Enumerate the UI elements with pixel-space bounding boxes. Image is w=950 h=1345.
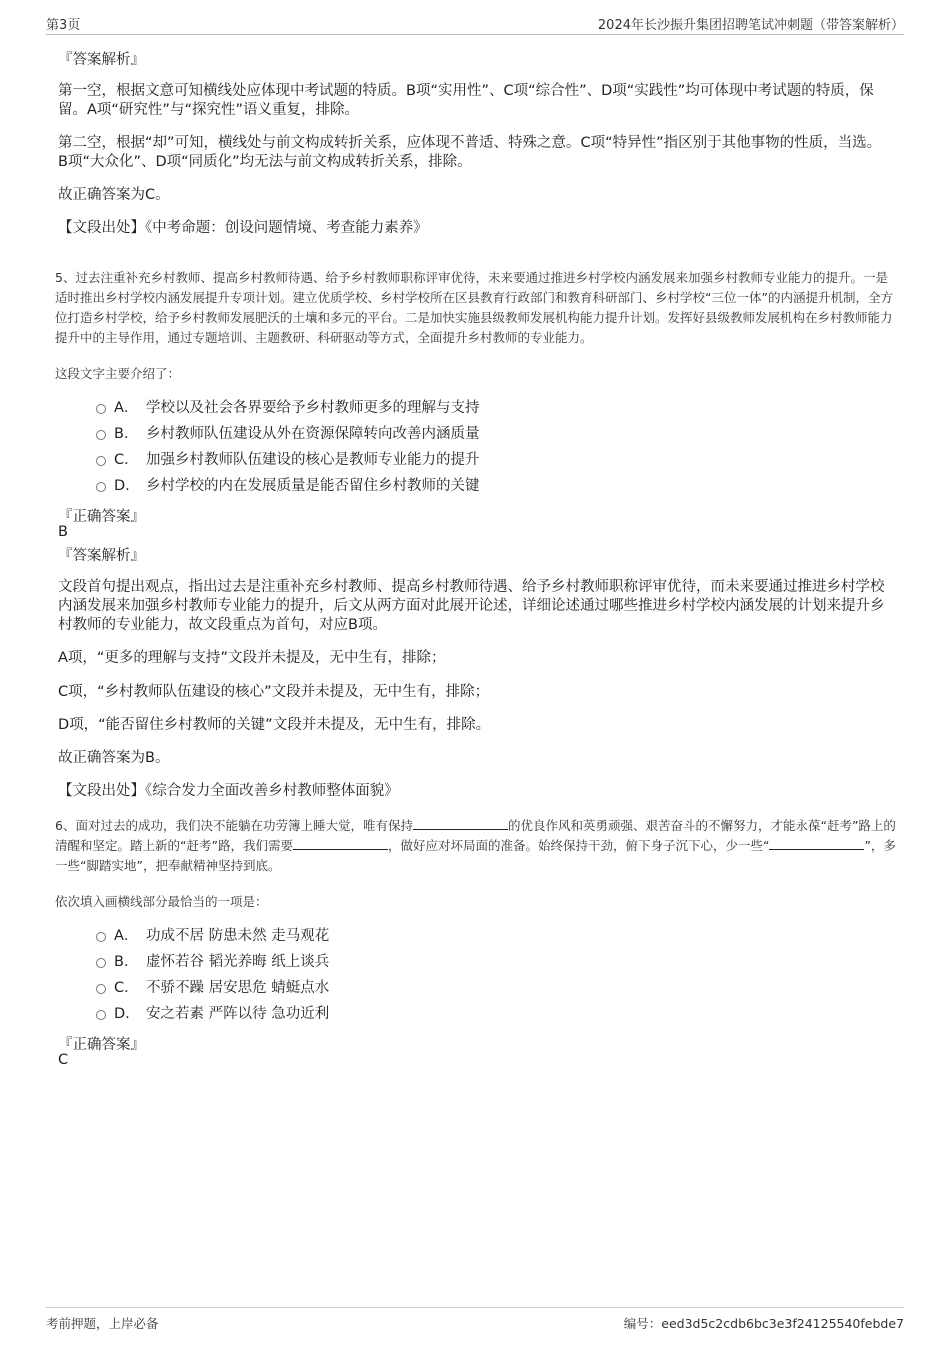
fill-blank[interactable] [293, 837, 388, 850]
radio-icon[interactable] [96, 430, 106, 440]
question-5-prompt: 这段文字主要介绍了： [55, 366, 181, 381]
q5-option-d[interactable]: D． 乡村学校的内在发展质量是能否留住乡村教师的关键 [96, 475, 480, 497]
radio-icon[interactable] [96, 932, 106, 942]
source-citation: 【文段出处】《中考命题：创设问题情境、考查能力素养》 [58, 220, 428, 236]
elimination-c: C项，“乡村教师队伍建设的核心”文段并未提及，无中生有，排除； [58, 684, 490, 700]
answer-label: 『正确答案』 [58, 509, 145, 525]
correct-answer: C [58, 1052, 69, 1068]
correct-answer: B [58, 524, 68, 540]
q6-option-c[interactable]: C． 不骄不躁 居安思危 蜻蜓点水 [96, 977, 329, 999]
conclusion: 故正确答案为B。 [58, 750, 170, 766]
question-6-prompt: 依次填入画横线部分最恰当的一项是： [55, 894, 268, 909]
document-title: 2024年长沙振升集团招聘笔试冲刺题（带答案解析） [597, 18, 904, 33]
page-footer [46, 1307, 904, 1331]
q5-option-a[interactable]: A． 学校以及社会各界要给予乡村教师更多的理解与支持 [96, 397, 480, 419]
fill-blank[interactable] [769, 837, 864, 850]
page-number: 第3页 [46, 18, 81, 33]
question-6-text: 6、面对过去的成功，我们决不能躺在功劳簿上睡大觉，唯有保持 的优良作风和英勇顽强、艰苦奋斗的不懈努力，才能永葆“赶考”路上的清醒和坚定。踏上新的“赶考”路，我们需要 ，做好应对坏局面的准备。始终保持干劲，俯下身子沉下心，少一些“ ”，多一些“脚踏实地”，把奉献精神坚持到底。 [55, 818, 896, 873]
analysis-paragraph: 第一空，根据文意可知横线处应体现中考试题的特质。B项“实用性”、C项“综合性”、D项“实践性”均可体现中考试题的特质，保留。A项“研究性”与“探究性”语义重复，排除。 [58, 83, 874, 118]
radio-icon[interactable] [96, 958, 106, 968]
source-citation: 【文段出处】《综合发力全面改善乡村教师整体面貌》 [58, 783, 399, 799]
elimination-a: A项，“更多的理解与支持”文段并未提及，无中生有，排除； [58, 650, 446, 666]
elimination-d: D项，“能否留住乡村教师的关键”文段并未提及，无中生有，排除。 [58, 717, 491, 733]
radio-icon[interactable] [96, 404, 106, 414]
analysis-label: 『答案解析』 [58, 52, 145, 68]
radio-icon[interactable] [96, 482, 106, 492]
analysis-paragraph: 第二空，根据“却”可知，横线处与前文构成转折关系，应体现不普适、特殊之意。C项“特异性”指区别于其他事物的性质，当选。B项“大众化”、D项“同质化”均无法与前文构成转折关系，排除。 [58, 135, 882, 170]
fill-blank[interactable] [413, 817, 508, 830]
footer-slogan: 考前押题，上岸必备 [46, 1316, 159, 1331]
document-id: 编号：eed3d5c2cdb6bc3e3f24125540febde7 [623, 1316, 904, 1331]
q5-option-c[interactable]: C． 加强乡村教师队伍建设的核心是教师专业能力的提升 [96, 449, 480, 471]
page-header [46, 14, 904, 35]
answer-label: 『正确答案』 [58, 1037, 145, 1053]
q5-option-b[interactable]: B． 乡村教师队伍建设从外在资源保障转向改善内涵质量 [96, 423, 480, 445]
q6-option-a[interactable]: A． 功成不居 防患未然 走马观花 [96, 925, 329, 947]
q6-option-d[interactable]: D． 安之若素 严阵以待 急功近利 [96, 1003, 329, 1025]
q6-option-b[interactable]: B． 虚怀若谷 韬光养晦 纸上谈兵 [96, 951, 329, 973]
analysis-paragraph: 文段首句提出观点，指出过去是注重补充乡村教师、提高乡村教师待遇、给予乡村教师职称评审优待，而未来要通过推进乡村学校内涵发展来加强乡村教师专业能力的提升，后文从两方面对此展开论述，详细论述通过哪些推进乡村学校内涵发展的计划来提升乡村教师的专业能力，故文段重点为首句，对应B项。 [58, 579, 885, 633]
radio-icon[interactable] [96, 1010, 106, 1020]
radio-icon[interactable] [96, 456, 106, 466]
conclusion: 故正确答案为C。 [58, 187, 170, 203]
analysis-label: 『答案解析』 [58, 548, 145, 564]
question-5-text: 5、过去注重补充乡村教师、提高乡村教师待遇、给予乡村教师职称评审优待，未来要通过推进乡村学校内涵发展来加强乡村教师专业能力的提升。一是适时推出乡村学校内涵发展提升专项计划。建立优质学校、乡村学校所在区县教育行政部门和教育科研部门、乡村学校“三位一体”的内涵提升机制，全方位打造乡村学校，给予乡村教师发展肥沃的土壤和多元的平台。二是加快实施县级教师发展机构能力提升计划。发挥好县级教师发展机构在乡村教师能力提升中的主导作用，通过专题培训、主题教研、科研驱动等方式，全面提升乡村教师的专业能力。 [55, 270, 893, 345]
radio-icon[interactable] [96, 984, 106, 994]
